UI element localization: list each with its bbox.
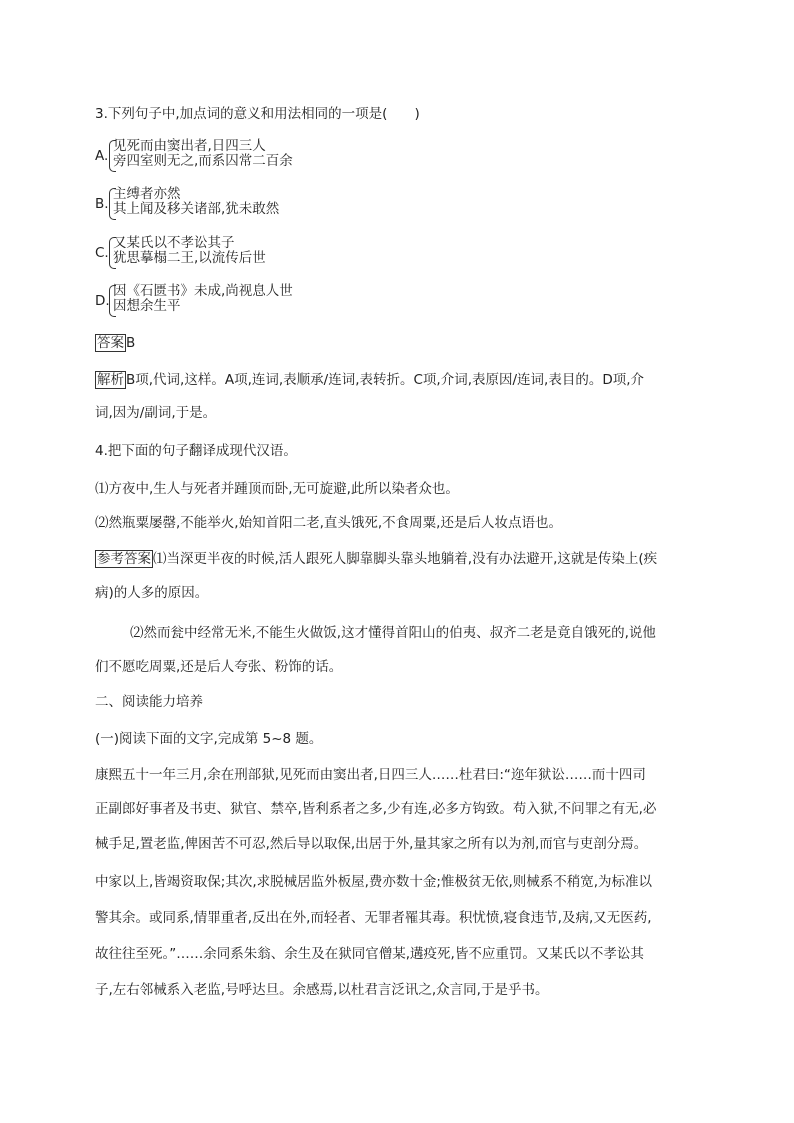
- option-c-sentence-1: 又某氏以不孝讼其子: [113, 235, 235, 251]
- question-3-stem: 3.下列句子中,加点词的意义和用法相同的一项是( ): [95, 106, 420, 122]
- option-d-sentence-1: 因《石匮书》未成,尚视息人世: [113, 283, 293, 299]
- option-b-sentence-2: 其上闻及移关诸部,犹未敢然: [113, 201, 280, 217]
- passage-line-2: 正副郎好事者及书吏、狱官、禁卒,皆利系者之多,少有连,必多方钩致。苟入狱,不问罪之有无,必: [95, 801, 657, 817]
- option-d-sentence-2: 因想余生平: [113, 298, 181, 314]
- question-4-sentence-2: ⑵然瓶粟屡罄,不能举火,始知首阳二老,直头饿死,不食周粟,还是后人妆点语也。: [95, 515, 562, 531]
- question-4-stem: 4.把下面的句子翻译成现代汉语。: [95, 443, 297, 459]
- option-b-sentence-1: 主缚者亦然: [113, 186, 181, 202]
- analysis-label: 解析: [97, 372, 124, 388]
- answer-value: B: [126, 335, 136, 351]
- option-a: [95, 139, 695, 173]
- reference-answer-label: 参考答案: [97, 551, 151, 567]
- reference-answer-line-3: ⑵然而瓮中经常无米,不能生火做饭,这才懂得首阳山的伯夷、叔齐二老是竟自饿死的,说他: [130, 625, 656, 641]
- analysis-text-1: B项,代词,这样。A项,连词,表顺承/连词,表转折。C项,介词,表原因/连词,表目的。D项,介: [126, 372, 645, 388]
- passage-line-4: 中家以上,皆竭资取保;其次,求脱械居监外板屋,费亦数十金;惟极贫无依,则械系不稍宽,为标准以: [95, 874, 653, 890]
- passage-line-5: 警其余。或同系,情罪重者,反出在外,而轻者、无罪者罹其毒。积忧愤,寝食违节,及病,又无医药,: [95, 910, 652, 926]
- answer-label: 答案: [97, 335, 124, 351]
- passage-line-3: 械手足,置老监,俾困苦不可忍,然后导以取保,出居于外,量其家之所有以为剂,而官与吏剖分焉。: [95, 836, 648, 852]
- reference-answer-text-1a: ⑴当深更半夜的时候,活人跟死人脚靠脚头靠头地躺着,没有办法避开,这就是传染上(疾: [153, 551, 658, 567]
- option-c-letter: C.: [95, 245, 109, 261]
- option-b-letter: B.: [95, 196, 109, 212]
- option-c: [95, 236, 695, 270]
- reference-answer-line-1: [95, 551, 657, 567]
- reference-answer-line-4: 们不愿吃周粟,还是后人夸张、粉饰的话。: [95, 659, 343, 675]
- section-title: 二、阅读能力培养: [95, 694, 203, 710]
- option-d-letter: D.: [95, 293, 110, 309]
- option-c-sentence-2: 犹思摹榻二王,以流传后世: [113, 250, 266, 266]
- option-a-letter: A.: [95, 148, 109, 164]
- analysis-line-2: 词,因为/副词,于是。: [95, 405, 217, 421]
- option-b: [95, 187, 695, 221]
- passage-line-6: 故往往至死。”……余同系朱翁、余生及在狱同官僧某,遘疫死,皆不应重罚。又某氏以不孝讼其: [95, 946, 644, 962]
- reference-answer-line-2: 病)的人多的原因。: [95, 585, 209, 601]
- passage-line-7: 子,左右邻械系入老监,号呼达旦。余感焉,以杜君言泛讯之,众言同,于是乎书。: [95, 982, 549, 998]
- option-a-sentence-2: 旁四室则无之,而系囚常二百余: [113, 153, 293, 169]
- passage-line-1: 康熙五十一年三月,余在刑部狱,见死而由窦出者,日四三人……杜君曰:“迩年狱讼……而十四司: [95, 767, 646, 783]
- option-d: [95, 284, 695, 318]
- question-4-sentence-1: ⑴方夜中,生人与死者并踵顶而卧,无可旋避,此所以染者众也。: [95, 481, 459, 497]
- section-instruction: (一)阅读下面的文字,完成第 5~8 题。: [95, 731, 323, 747]
- option-a-sentence-1: 见死而由窦出者,日四三人: [113, 138, 266, 154]
- answer-line: [95, 335, 135, 351]
- analysis-line-1: [95, 372, 644, 388]
